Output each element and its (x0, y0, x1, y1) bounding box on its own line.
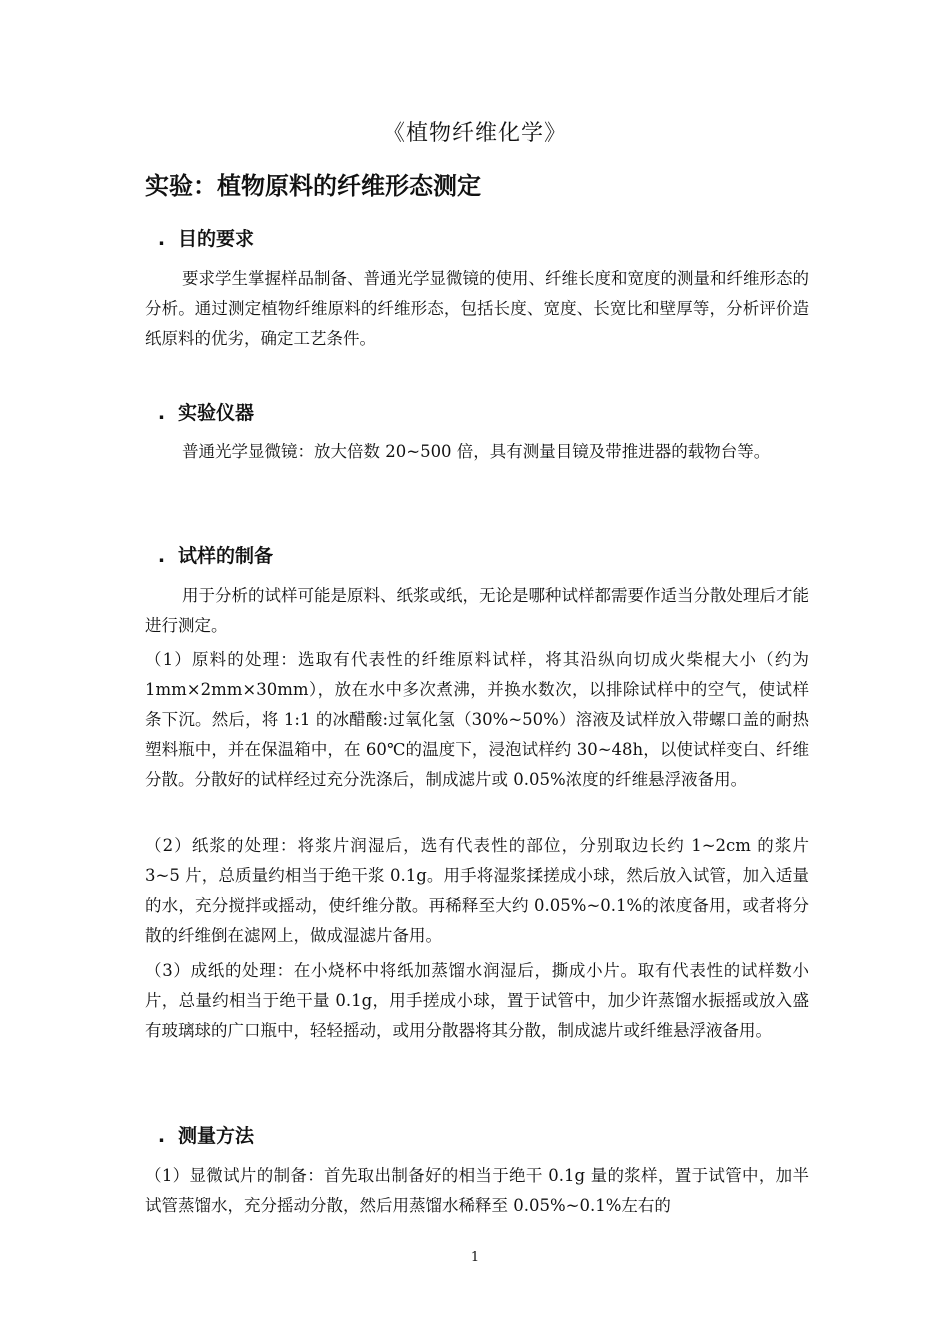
paragraph-objectives: 要求学生掌握样品制备、普通光学显微镜的使用、纤维长度和宽度的测量和纤维形态的分析。通过测定植物纤维原料的纤维形态，包括长度、宽度、长宽比和壁厚等，分析评价造纸原料的优劣，确定工艺条件。 (145, 269, 809, 348)
section-bullet: . (157, 402, 166, 424)
paragraph-slide-prep: （1）显微试片的制备：首先取出制备好的相当于绝干 0.1g 量的浆样，置于试管中，加半试管蒸馏水，充分摇动分散，然后用蒸馏水稀释至 0.05%~0.1%左右的 (145, 1166, 809, 1215)
section-bullet: . (157, 1125, 166, 1147)
section-heading-objectives (145, 224, 254, 251)
section-bullet: . (157, 228, 166, 250)
page-number: 1 (470, 1250, 480, 1265)
section-heading-text: 试样的制备 (178, 545, 274, 567)
paragraph-instruments: 普通光学显微镜：放大倍数 20~500 倍，具有测量目镜及带推进器的载物台等。 (182, 442, 771, 461)
section-heading-sample-prep (145, 541, 273, 568)
document-title: 《植物纤维化学》 (382, 121, 567, 146)
section-heading-text: 目的要求 (178, 228, 255, 250)
section-heading-measurement (145, 1121, 254, 1148)
paragraph-raw-material-treatment: （1）原料的处理：选取有代表性的纤维原料试样，将其沿纵向切成火柴棍大小（约为 1mm×2mm×30mm），放在水中多次煮沸，并换水数次，以排除试样中的空气，使试样条下沉。然后，将 1:1 的冰醋酸:过氧化氢（30%~50%）溶液及试样放入带螺口盖的耐热塑料瓶中，并在保温箱中，在 60℃的温度下，浸泡试样约 30~48h，以使试样变白、纤维分散。分散好的试样经过充分洗涤后，制成滤片或 0.05%浓度的纤维悬浮液备用。 (145, 650, 809, 789)
section-heading-text: 实验仪器 (178, 402, 255, 424)
paragraph-paper-treatment: （3）成纸的处理：在小烧杯中将纸加蒸馏水润湿后，撕成小片。取有代表性的试样数小片，总量约相当于绝干量 0.1g，用手搓成小球，置于试管中，加少许蒸馏水振摇或放入盛有玻璃球的广口瓶中，轻轻摇动，或用分散器将其分散，制成滤片或纤维悬浮液备用。 (145, 961, 809, 1040)
paragraph-sample-prep-intro: 用于分析的试样可能是原料、纸浆或纸，无论是哪种试样都需要作适当分散处理后才能进行测定。 (145, 586, 809, 635)
experiment-title: 实验：植物原料的纤维形态测定 (145, 172, 481, 200)
section-heading-text: 测量方法 (178, 1125, 255, 1147)
section-heading-instruments (145, 398, 254, 425)
paragraph-pulp-treatment: （2）纸浆的处理：将浆片润湿后，选有代表性的部位，分别取边长约 1~2cm 的浆片 3~5 片，总质量约相当于绝干浆 0.1g。用手将湿浆揉搓成小球，然后放入试管，加入适量的水，充分搅拌或摇动，使纤维分散。再稀释至大约 0.05%~0.1%的浓度备用，或者将分散的纤维倒在滤网上，做成湿滤片备用。 (145, 836, 809, 945)
section-bullet: . (157, 545, 166, 567)
